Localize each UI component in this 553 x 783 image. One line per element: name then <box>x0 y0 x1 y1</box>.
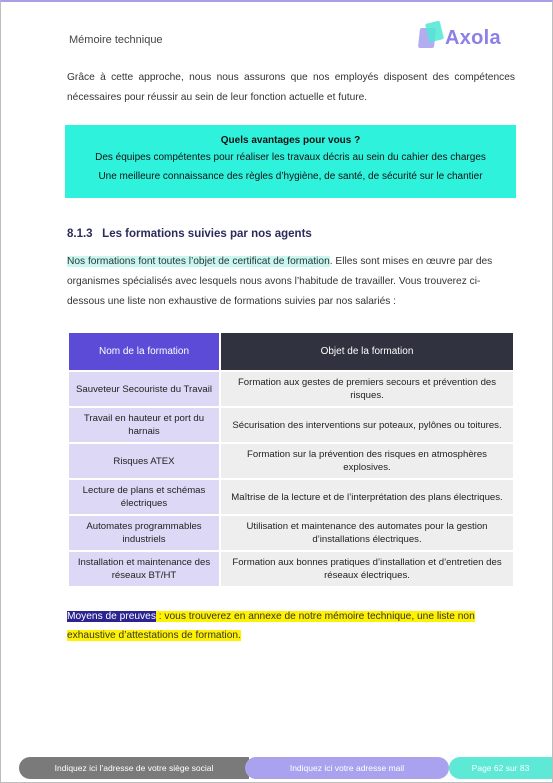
training-name-cell: Travail en hauteur et port du harnais <box>69 408 219 442</box>
advantages-line-1: Des équipes compétentes pour réaliser les travaux décris au sein du cahier des charges <box>95 152 486 163</box>
header-title: Mémoire technique <box>69 34 163 46</box>
table-row <box>69 552 513 586</box>
table-row <box>69 372 513 406</box>
training-name-cell: Automates programmables industriels <box>69 516 219 550</box>
intro-paragraph: Grâce à cette approche, nous nous assurons que nos employés disposent des compétences nécessaires pour réussir au sein de leur fonction actuelle et future. <box>67 72 515 103</box>
formations-body-text: . Elles sont mises en œuvre par des organismes spécialisés avec lesquels nous avons l’habitude de travailler. Vous trouverez ci-dessous une liste non exhaustive de formations suivies par nos salariés : <box>67 256 493 307</box>
company-logo <box>419 22 519 58</box>
table-row <box>69 408 513 442</box>
proof-label: Moyens de preuves <box>67 611 156 622</box>
training-name-cell: Installation et maintenance des réseaux BT/HT <box>69 552 219 586</box>
training-object-cell: Sécurisation des interventions sur poteaux, pylônes ou toitures. <box>221 408 513 442</box>
advantages-line-2: Une meilleure connaissance des règles d’hygiène, de santé, de sécurité sur le chantier <box>98 171 483 182</box>
training-name-cell: Risques ATEX <box>69 444 219 478</box>
section-heading <box>67 228 312 240</box>
section-title: Les formations suivies par nos agents <box>102 228 312 240</box>
training-object-cell: Formation sur la prévention des risques en atmosphères explosives. <box>221 444 513 478</box>
training-name-cell: Sauveteur Secouriste du Travail <box>69 372 219 406</box>
proof-paragraph <box>67 607 519 645</box>
column-header-object: Objet de la formation <box>221 333 513 370</box>
highlighted-text: Nos formations font toutes l’objet de certificat de formation <box>67 256 330 267</box>
training-object-cell: Utilisation et maintenance des automates pour la gestion d’installations électriques. <box>221 516 513 550</box>
table-header-row <box>69 333 513 370</box>
footer-email: Indiquez ici votre adresse mail <box>245 757 449 779</box>
logo-accent-icon <box>425 20 444 42</box>
logo-text: Axola <box>445 27 501 49</box>
training-object-cell: Formation aux bonnes pratiques d’installation et d’entretien des réseaux électriques. <box>221 552 513 586</box>
training-object-cell: Formation aux gestes de premiers secours et prévention des risques. <box>221 372 513 406</box>
proof-text: : vous trouverez en annexe de notre mémoire technique, une liste non exhaustive d’attestations de formation. <box>67 611 475 641</box>
formations-table <box>67 331 515 588</box>
table-row <box>69 444 513 478</box>
training-name-cell: Lecture de plans et schémas électriques <box>69 480 219 514</box>
section-number: 8.1.3 <box>67 228 93 240</box>
footer-address: Indiquez ici l’adresse de votre siège social <box>19 757 249 779</box>
training-object-cell: Maîtrise de la lecture et de l’interprétation des plans électriques. <box>221 480 513 514</box>
advantages-box <box>65 125 516 198</box>
table-row <box>69 480 513 514</box>
footer-page-number: Page 62 sur 83 <box>449 757 552 779</box>
table-row <box>69 516 513 550</box>
column-header-name: Nom de la formation <box>69 333 219 370</box>
formations-paragraph <box>67 252 516 312</box>
advantages-title: Quels avantages pour vous ? <box>220 135 361 146</box>
